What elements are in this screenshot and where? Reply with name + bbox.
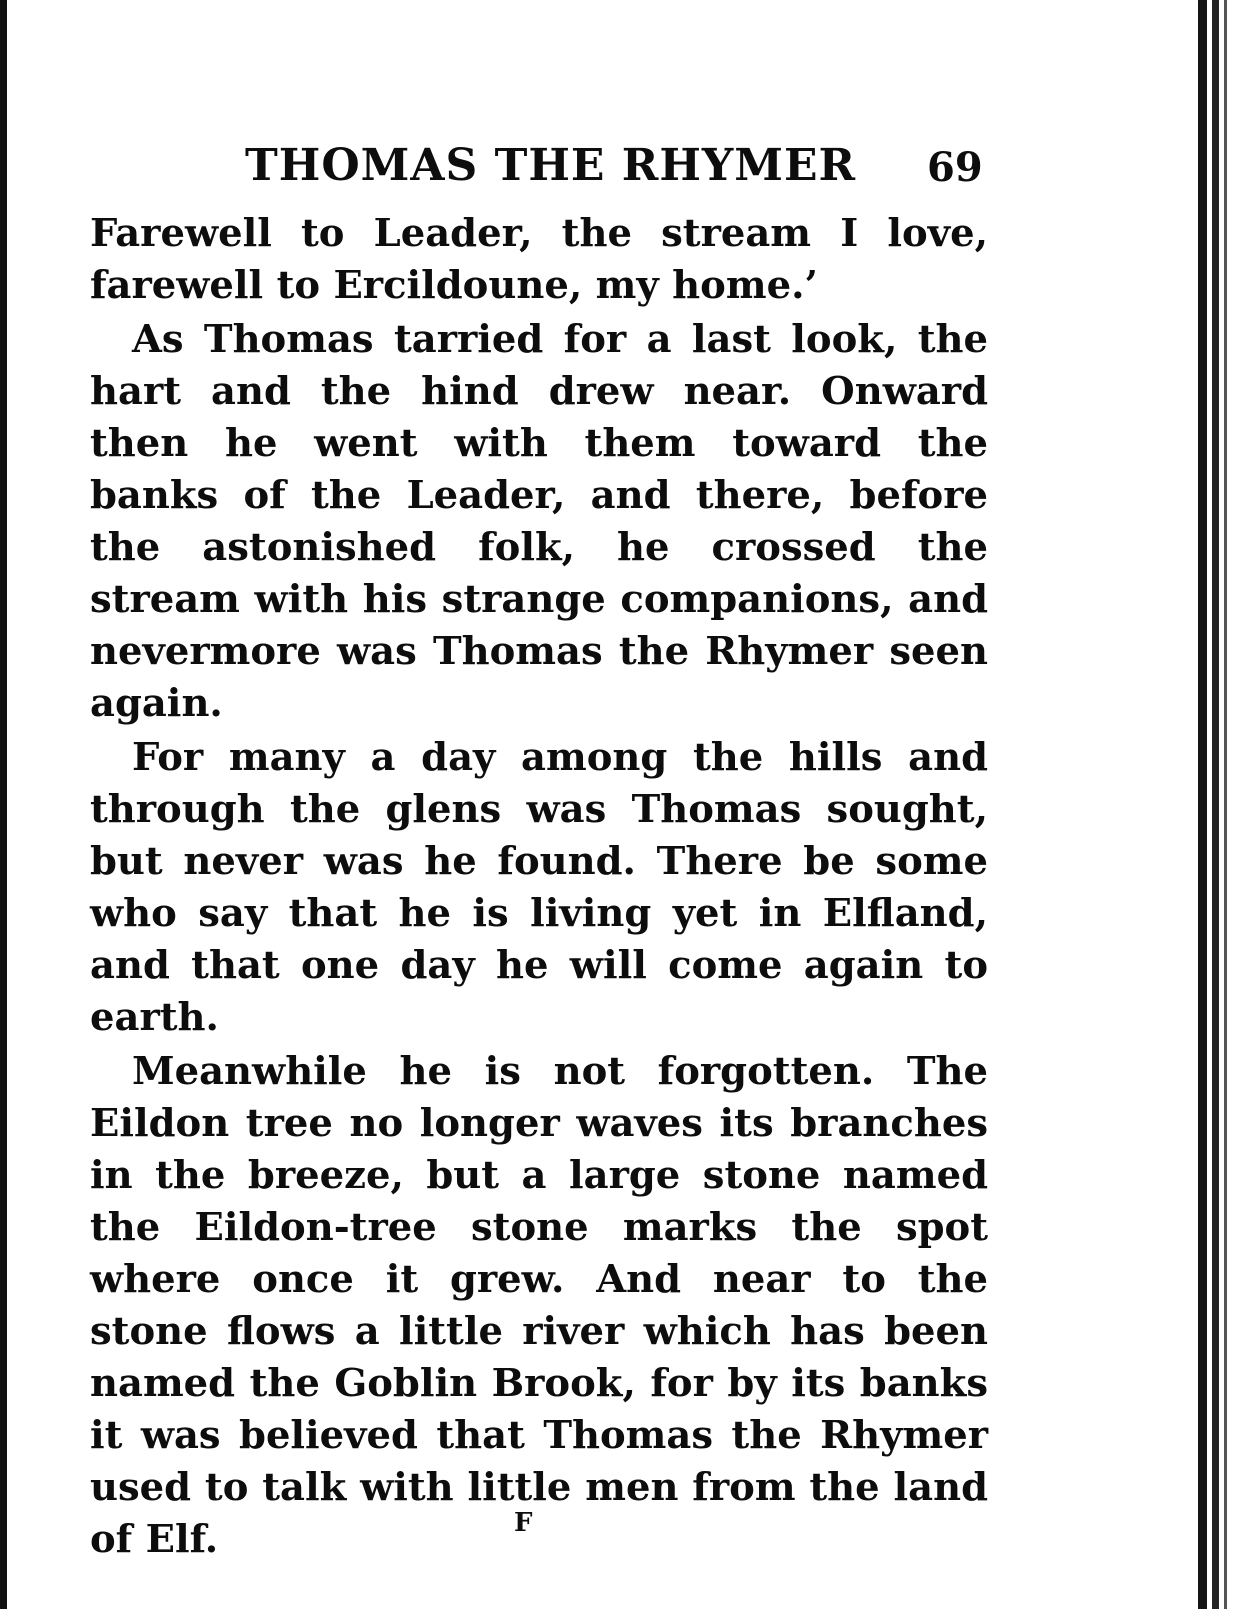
binding-shadow xyxy=(1198,0,1207,1609)
scan-right-border xyxy=(1188,0,1236,1609)
binding-shadow-inner xyxy=(1212,0,1219,1609)
binding-edge xyxy=(1224,0,1227,1609)
signature-mark: F xyxy=(514,1508,533,1538)
paragraph-2: As Thomas tarried for a last look, the hart and the hind drew near. Onward then he went with them toward the banks of the Leader, and there, before the astonished folk, he crossed the stream with his strange companions, and nevermore was Thomas the Rhymer seen again. xyxy=(90,317,988,726)
paragraph-1: Farewell to Leader, the stream I love, farewell to Ercildoune, my home.’ xyxy=(90,211,988,308)
paragraph-4: Meanwhile he is not forgotten. The Eildon tree no longer waves its branches in the breeze, but a large stone named the Eildon-tree stone marks the spot where once it grew. And near to the stone flows a little river which has been named the Goblin Brook, for by its banks it was believed that Thomas the Rhymer used to talk with little men from the land of Elf. xyxy=(90,1049,988,1562)
page-number: 69 xyxy=(927,144,983,191)
page-top-edge xyxy=(0,0,1236,8)
scan-left-border xyxy=(0,0,7,1609)
paragraph-3: For many a day among the hills and through the glens was Thomas sought, but never was he found. There be some who say that he is living yet in Elfland, and that one day he will come again to earth. xyxy=(90,735,988,1040)
running-head xyxy=(90,120,988,200)
body-text xyxy=(90,208,988,1566)
book-page xyxy=(90,120,988,1568)
running-title: THOMAS THE RHYMER xyxy=(245,140,857,191)
